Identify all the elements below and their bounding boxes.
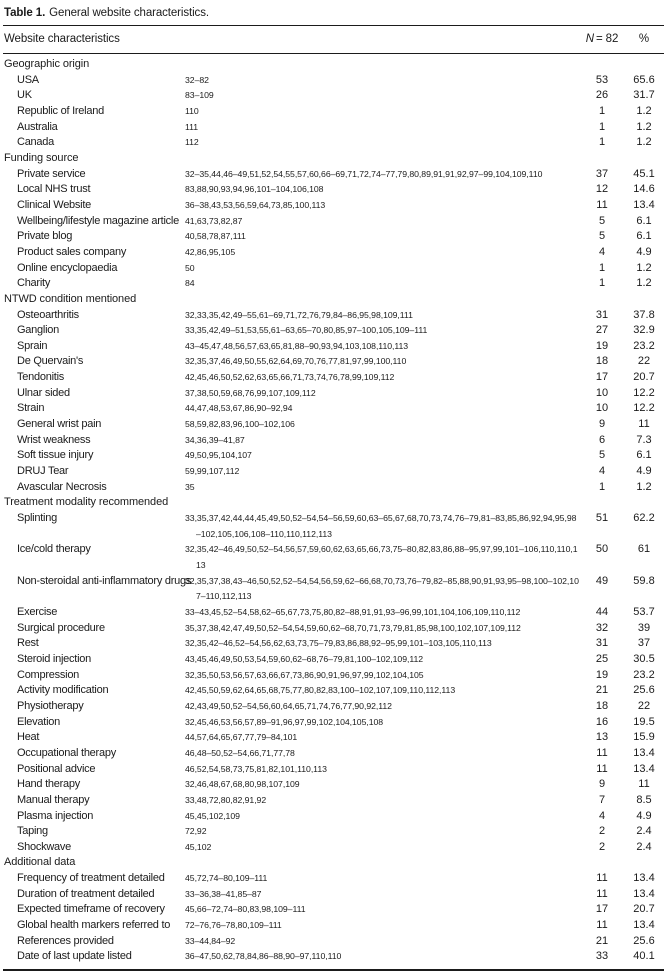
table-row [3,621,664,637]
row-percent: 2.4 [636,825,652,838]
row-count: 1 [598,136,606,149]
row-label: Wellbeing/lifestyle magazine article [17,214,179,227]
row-percent: 12.2 [633,402,655,415]
row-label: DRUJ Tear [17,465,69,478]
row-label: Expected timeframe of recovery [17,903,165,916]
table-row [3,636,664,652]
row-label: Heat [17,731,40,744]
row-percent: 61 [637,543,651,556]
row-label: Compression [17,668,80,681]
row-percent: 31.7 [633,89,655,102]
table-row [3,135,664,151]
row-percent: 1.2 [636,104,652,117]
row-references: 41,63,73,82,87 [185,215,243,226]
row-references: 83,88,90,93,94,96,101–104,106,108 [185,184,324,195]
row-count: 11 [596,198,608,211]
table-row [3,120,664,136]
row-label: Private blog [17,230,73,243]
row-percent: 30.5 [633,652,655,665]
row-count: 17 [595,371,609,384]
row-count: 11 [596,746,608,759]
row-percent: 53.7 [633,605,655,618]
row-label: Clinical Website [17,198,92,211]
table-row [3,167,664,183]
row-count: 7 [598,793,606,806]
row-count: 1 [598,104,606,117]
row-references: 50 [185,262,195,273]
row-references: 32,35,50,53,56,57,63,66,67,73,86,90,91,96,97,99,102,104,105 [185,669,424,680]
row-percent: 22 [637,699,651,712]
row-percent: 19.5 [633,715,655,728]
row-count: 11 [596,762,608,775]
row-references: 58,59,82,83,96,100–102,106 [185,419,295,430]
table-row [3,386,664,402]
table-row [3,73,664,89]
row-references: 33,48,72,80,82,91,92 [185,794,267,805]
section-heading: Treatment modality recommended [4,496,169,509]
row-label: Date of last update listed [17,950,132,963]
row-percent: 65.6 [633,73,655,86]
row-percent: 1.2 [636,480,652,493]
row-references: 35 [185,481,195,492]
row-percent: 4.9 [636,245,652,258]
table-row [3,276,664,292]
row-count: 49 [595,574,609,587]
row-references: 34,36,39–41,87 [185,434,245,445]
row-percent: 25.6 [633,684,655,697]
row-references: 42,45,50,59,62,64,65,68,75,77,80,82,83,100–102,107,109,110,112,113 [185,685,456,696]
row-percent: 40.1 [633,950,655,963]
row-references: 111 [185,121,199,132]
row-percent: 4.9 [636,809,652,822]
table-row [3,245,664,261]
row-label: References provided [17,934,114,947]
column-header-n-symbol: N [585,33,594,45]
table-row [3,370,664,386]
row-label: Charity [17,277,51,290]
row-count: 5 [598,230,606,243]
row-percent: 6.1 [636,214,652,227]
table-row [3,433,664,449]
row-count: 1 [598,277,606,290]
column-header-n-value: = 82 [595,33,619,45]
row-references: 32,35,37,38,43–46,50,52,52–54,54,56,59,62–66,68,70,73,76–79,82–85,88,90,91,93,95–98,100–102,107–110,112,113 [185,575,579,602]
table-row [3,214,664,230]
section-heading: Additional data [4,856,76,869]
row-percent: 37.8 [633,308,655,321]
row-percent: 2.4 [636,840,652,853]
row-references: 110 [185,105,199,116]
table-row [3,840,664,856]
row-percent: 13.4 [633,887,655,900]
row-label: Positional advice [17,762,96,775]
row-references: 84 [185,278,195,289]
row-percent: 20.7 [633,371,655,384]
row-label: Hand therapy [17,778,81,791]
row-percent: 62.2 [633,512,655,525]
table-row [3,699,664,715]
row-label: Tendonitis [17,371,65,384]
column-header-characteristics: Website characteristics [4,33,120,45]
row-count: 4 [598,465,606,478]
row-label: Manual therapy [17,793,90,806]
table-row [3,88,664,104]
row-count: 12 [595,183,609,196]
table-row [3,652,664,668]
row-percent: 25.6 [633,934,655,947]
row-count: 13 [595,731,609,744]
row-references: 33–36,38–41,85–87 [185,888,262,899]
row-percent: 7.3 [636,433,652,446]
row-percent: 8.5 [636,793,652,806]
row-references: 46,52,54,58,73,75,81,82,101,110,113 [185,763,327,774]
row-references: 45,45,102,109 [185,810,240,821]
row-count: 11 [596,872,608,885]
row-percent: 11 [638,418,650,431]
row-percent: 39 [637,621,651,634]
row-references: 35,37,38,42,47,49,50,52–54,54,59,60,62–68,70,71,73,79,81,85,98,100,102,107,109,112 [185,622,521,633]
table-row [3,480,664,496]
table-row [3,949,664,965]
row-percent: 1.2 [636,120,652,133]
row-percent: 1.2 [636,136,652,149]
table-row [3,574,664,605]
row-references: 40,58,78,87,111 [185,231,246,242]
row-label: UK [17,89,32,102]
row-count: 53 [595,73,609,86]
row-percent: 1.2 [636,277,652,290]
row-references: 72,92 [185,826,207,837]
section-heading: NTWD condition mentioned [4,292,137,305]
row-label: Shockwave [17,840,72,853]
table-row [3,605,664,621]
table-row [3,417,664,433]
row-percent: 13.4 [633,198,655,211]
column-header-row [3,26,664,53]
row-label: Global health markers referred to [17,919,171,932]
table-row [3,777,664,793]
row-references: 49,50,95,104,107 [185,450,252,461]
row-count: 11 [596,919,608,932]
row-references: 42,86,95,105 [185,246,236,257]
table-row [3,401,664,417]
section-heading: Funding source [4,151,79,164]
row-references: 45,102 [185,841,212,852]
table-row [3,182,664,198]
row-references: 32–35,44,46–49,51,52,54,55,57,60,66–69,71,72,74–77,79,80,89,91,91,92,97–99,104,109,110 [185,168,543,179]
row-references: 36–47,50,62,78,84,86–88,90–97,110,110 [185,951,342,962]
bottom-rule [3,969,664,971]
row-references: 33,35,42,49–51,53,55,61–63,65–70,80,85,97–100,105,109–111 [185,325,428,336]
row-label: Soft tissue injury [17,449,94,462]
row-percent: 4.9 [636,465,652,478]
table-caption [3,3,664,25]
row-label: Surgical procedure [17,621,105,634]
row-count: 6 [598,433,606,446]
row-count: 18 [595,355,609,368]
row-count: 19 [595,339,609,352]
row-percent: 13.4 [633,762,655,775]
row-label: Product sales company [17,245,127,258]
row-count: 51 [595,512,609,525]
column-header-n [580,33,624,45]
row-count: 31 [595,308,609,321]
row-references: 42,45,46,50,52,62,63,65,66,71,73,74,76,78,99,109,112 [185,372,395,383]
row-percent: 20.7 [633,903,655,916]
row-count: 18 [595,699,609,712]
row-label: Steroid injection [17,652,92,665]
table-row [3,229,664,245]
row-count: 50 [595,543,609,556]
row-count: 4 [598,809,606,822]
row-label: Duration of treatment detailed [17,887,155,900]
row-references: 72–76,76–78,80,109–111 [185,920,282,931]
row-label: Local NHS trust [17,183,91,196]
row-references: 59,99,107,112 [185,466,240,477]
row-label: Australia [17,120,58,133]
row-references: 32,35,42–46,52–54,56,62,63,73,75–79,83,86,88,92–95,99,101–103,105,110,113 [185,638,492,649]
table-row [3,104,664,120]
row-count: 31 [595,637,609,650]
row-count: 37 [595,167,609,180]
row-count: 10 [595,386,609,399]
row-count: 19 [595,668,609,681]
row-references: 45,66–72,74–80,83,98,109–111 [185,904,306,915]
row-percent: 59.8 [633,574,655,587]
row-label: Republic of Ireland [17,104,104,117]
table-body [3,54,664,969]
table-row [3,354,664,370]
row-label: Taping [17,825,48,838]
table-row [3,198,664,214]
row-references: 33–43,45,52–54,58,62–65,67,73,75,80,82–88,91,91,93–96,99,101,104,106,109,110,112 [185,606,521,617]
row-count: 16 [595,715,609,728]
table-row [3,871,664,887]
row-percent: 14.6 [633,183,655,196]
table-row [3,715,664,731]
row-references: 42,43,49,50,52–54,56,60,64,65,71,74,76,77,90,92,112 [185,700,392,711]
row-label: Exercise [17,605,58,618]
row-count: 17 [595,903,609,916]
table-row [3,464,664,480]
row-label: Avascular Necrosis [17,480,107,493]
row-label: Strain [17,402,45,415]
row-references: 44,57,64,65,67,77,79–84,101 [185,732,298,743]
row-percent: 12.2 [633,386,655,399]
row-count: 25 [595,652,609,665]
row-count: 32 [595,621,609,634]
row-percent: 32.9 [633,324,655,337]
row-references: 46,48–50,52–54,66,71,77,78 [185,747,295,758]
row-label: USA [17,73,39,86]
row-label: Non-steroidal anti-inflammatory drugs [17,574,192,587]
table-row [3,793,664,809]
table-row [3,809,664,825]
row-percent: 6.1 [636,230,652,243]
section-heading: Geographic origin [4,58,90,70]
row-label: Ice/cold therapy [17,543,91,556]
row-count: 26 [595,89,609,102]
row-label: Sprain [17,339,48,352]
row-percent: 11 [638,778,650,791]
row-label: Private service [17,167,86,180]
row-percent: 37 [637,637,651,650]
row-count: 44 [595,605,609,618]
row-label: Frequency of treatment detailed [17,872,165,885]
row-references: 32–82 [185,74,209,85]
row-label: General wrist pain [17,418,102,431]
table-row [3,918,664,934]
row-label: Plasma injection [17,809,94,822]
row-references: 83–109 [185,90,214,101]
row-references: 32,46,48,67,68,80,98,107,109 [185,779,300,790]
table-row [3,730,664,746]
row-count: 10 [595,402,609,415]
row-label: Ganglion [17,324,60,337]
table-caption-label: Table 1. [4,7,46,19]
row-references: 32,35,42–46,49,50,52–54,56,57,59,60,62,63,65,66,73,75–80,82,83,86,88–95,97,99,101–106,110,110,113 [185,544,578,570]
row-references: 112 [185,137,199,148]
row-percent: 13.4 [633,872,655,885]
row-count: 1 [598,120,606,133]
row-label: De Quervain's [17,355,84,368]
table-row [3,824,664,840]
row-percent: 22 [637,355,651,368]
row-label: Canada [17,136,55,149]
row-references: 36–38,43,53,56,59,64,73,85,100,113 [185,199,326,210]
row-label: Occupational therapy [17,746,116,759]
row-references: 44,47,48,53,67,86,90–92,94 [185,403,293,414]
row-percent: 23.2 [633,668,655,681]
row-count: 2 [598,825,606,838]
row-label: Splinting [17,512,57,525]
row-count: 21 [595,934,609,947]
row-label: Ulnar sided [17,386,70,399]
table-row [3,339,664,355]
table-row [3,762,664,778]
table-row [3,308,664,324]
table-row [3,683,664,699]
row-percent: 13.4 [633,919,655,932]
row-references: 33,35,37,42,44,44,45,49,50,52–54,54–56,59,60,63–65,67,68,70,73,74,76–79,81–83,85,86,92,94,95,98–102,105,106,108–110,110,112,113 [185,513,577,539]
row-percent: 15.9 [633,731,655,744]
row-references: 32,33,35,42,49–55,61–69,71,72,76,79,84–86,95,98,109,111 [185,309,413,320]
table-row [3,934,664,950]
row-count: 2 [598,840,606,853]
row-count: 33 [595,950,609,963]
row-references: 32,45,46,53,56,57,89–91,96,97,99,102,104,105,108 [185,716,384,727]
table-row [3,261,664,277]
row-label: Physiotherapy [17,699,84,712]
table-row [3,668,664,684]
row-count: 1 [598,261,606,274]
row-count: 11 [596,887,608,900]
table-row [3,887,664,903]
row-percent: 23.2 [633,339,655,352]
row-count: 1 [598,480,606,493]
row-label: Rest [17,637,39,650]
row-references: 37,38,50,59,68,76,99,107,109,112 [185,387,316,398]
row-references: 32,35,37,46,49,50,55,62,64,69,70,76,77,81,97,99,100,110 [185,356,407,367]
row-count: 5 [598,449,606,462]
row-references: 33–44,84–92 [185,935,236,946]
table-row [3,448,664,464]
row-label: Activity modification [17,684,109,697]
row-label: Osteoarthritis [17,308,79,321]
row-percent: 13.4 [633,746,655,759]
row-count: 21 [595,684,609,697]
row-percent: 1.2 [636,261,652,274]
row-label: Elevation [17,715,61,728]
column-header-percent: % [638,33,650,45]
row-label: Online encyclopaedia [17,261,118,274]
row-percent: 6.1 [636,449,652,462]
row-count: 4 [598,245,606,258]
row-label: Wrist weakness [17,433,91,446]
row-references: 43,45,46,49,50,53,54,59,60,62–68,76–79,81,100–102,109,112 [185,653,424,664]
row-percent: 45.1 [633,167,655,180]
row-count: 9 [598,418,606,431]
row-references: 43–45,47,48,56,57,63,65,81,88–90,93,94,103,108,110,113 [185,340,409,351]
table-row [3,511,664,542]
table-caption-text: General website characteristics. [49,7,209,19]
table-row [3,746,664,762]
table-row [3,542,664,573]
row-count: 27 [595,324,609,337]
row-references: 45,72,74–80,109–111 [185,873,268,884]
row-count: 5 [598,214,606,227]
row-count: 9 [598,778,606,791]
table-row [3,902,664,918]
table-row [3,323,664,339]
